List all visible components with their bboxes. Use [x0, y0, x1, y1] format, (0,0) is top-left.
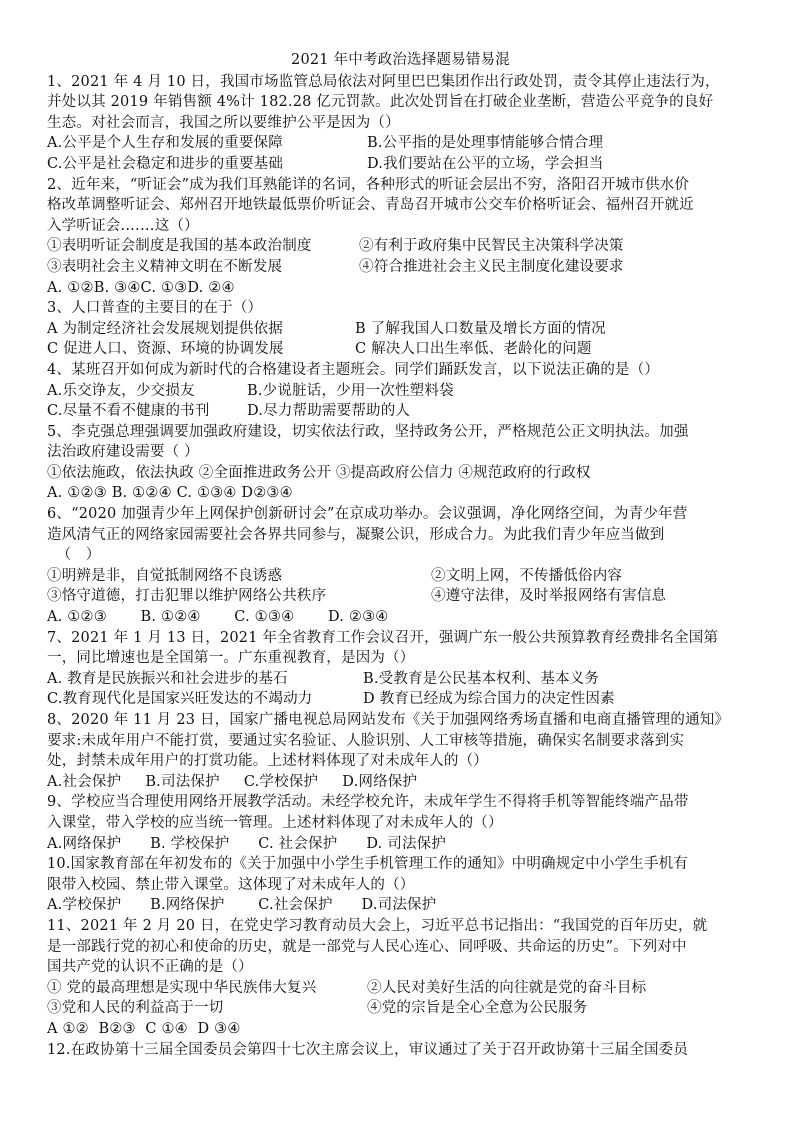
- option-a: A.乐交诤友，少交损友: [47, 382, 195, 399]
- question-stem-line: 入学听证会.……这（）: [47, 217, 199, 234]
- option-b: B.少说脏话，少用一次性塑料袋: [247, 382, 454, 399]
- option-row: [47, 401, 754, 422]
- question-stem-line: （ ）: [47, 547, 101, 564]
- option-row: [47, 133, 754, 154]
- answer-choices: A. ①②B. ③④C. ①③D. ②④: [47, 279, 235, 296]
- answer-choices: A. ①②③ B. ①②④ C. ①③④ D. ②③④: [47, 609, 389, 626]
- option-b: B 了解我国人口数量及增长方面的情况: [355, 320, 606, 337]
- option-b: B.受教育是公民基本权利、基本义务: [363, 670, 600, 687]
- option-row: [47, 689, 754, 710]
- question-3: [47, 298, 754, 360]
- page-title: 2021 年中考政治选择题易错易混: [291, 52, 510, 68]
- question-stem-line: 1、2021 年 4 月 10 日，我国市场监管总局依法对阿里巴巴集团作出行政处罚，责令其停止违法行为，: [47, 73, 720, 90]
- option-d: D.我们要站在公平的立场，学会担当: [367, 155, 604, 172]
- question-8: [47, 710, 754, 792]
- statement-row: [47, 998, 754, 1019]
- option-d: D.尽力帮助需要帮助的人: [247, 403, 411, 420]
- question-6: [47, 504, 754, 628]
- option-row: [47, 154, 754, 175]
- option-a: A.公平是个人生存和发展的重要保障: [47, 135, 283, 152]
- statement-row: [47, 257, 754, 278]
- question-stem-line: 11、2021 年 2 月 20 日，在党史学习教育动员大会上，习近平总书记指出：“我国党的百年历史，就: [47, 917, 708, 934]
- option-c: C.教育现代化是国家兴旺发达的不竭动力: [47, 691, 313, 708]
- statement-1: ① 党的最高理想是实现中华民族伟大复兴: [47, 979, 317, 996]
- question-4: [47, 360, 754, 422]
- question-stem-line: 法治政府建设需要（ ）: [47, 444, 199, 461]
- question-stem-line: 6、“2020 加强青少年上网保护创新研讨会”在京成功举办。会议强调，净化网络空间，为青少年营: [47, 506, 688, 523]
- statement-4: ④遵守法律，及时举报网络有害信息: [431, 588, 667, 605]
- option-d: C 解决人口出生率低、老龄化的问题: [355, 341, 592, 358]
- question-stem-line: 并处以其 2019 年销售额 4%计 182.28 亿元罚款。此次处罚旨在打破企业垄断，营造公平竞争的良好: [47, 94, 714, 111]
- answer-choices: A.网络保护 B. 学校保护 C. 社会保护 D. 司法保护: [47, 835, 447, 852]
- option-c: C.尽量不看不健康的书刊: [47, 403, 210, 420]
- question-10: [47, 854, 754, 916]
- answer-choices: A.学校保护 B.网络保护 C.社会保护 D.司法保护: [47, 897, 437, 914]
- option-c: C 促进人口、资源、环境的协调发展: [47, 341, 284, 358]
- question-9: [47, 792, 754, 854]
- question-7: [47, 628, 754, 710]
- statement-4: ④党的宗旨是全心全意为公民服务: [367, 1000, 588, 1017]
- option-row: [47, 319, 754, 340]
- question-stem-line: 9、学校应当合理使用网络开展教学活动。未经学校允许，未成年学生不得将手机等智能终端产品带: [47, 794, 689, 811]
- question-stem-line: 处，封禁未成年用户的打赏功能。上述材料体现了对未成年人的（）: [47, 753, 488, 770]
- question-stem-line: 10.国家教育部在年初发布的《关于加强中小学生手机管理工作的通知》中明确规定中小学生手机有: [47, 856, 689, 873]
- statement-3: ③恪守道德，打击犯罪以维护网络公共秩序: [47, 588, 327, 605]
- question-stem-line: 12.在政协第十三届全国委员会第四十七次主席会议上，审议通过了关于召开政协第十三届全国委员: [47, 1041, 689, 1058]
- option-row: [47, 339, 754, 360]
- option-row: [47, 381, 754, 402]
- question-stem-line: 8、2020 年 11 月 23 日，国家广播电视总局网站发布《关于加强网络秀场直播和电商直播管理的通知》: [47, 712, 730, 728]
- question-stem-line: 5、李克强总理强调要加强政府建设，切实依法行政，坚持政务公开，严格规范公正文明执法。加强: [47, 423, 689, 440]
- question-11: [47, 916, 754, 1040]
- question-2: [47, 175, 754, 299]
- statement-4: ④符合推进社会主义民主制度化建设要求: [359, 258, 624, 275]
- statement-row: [47, 566, 754, 587]
- question-12: [47, 1040, 754, 1061]
- question-stem-line: 是一部践行党的初心和使命的历史，就是一部党与人民心连心、同呼吸、共命运的历史”。下列对中: [47, 938, 687, 955]
- question-1: [47, 72, 754, 175]
- statement-1: ①明辨是非，自觉抵制网络不良诱惑: [47, 567, 283, 584]
- question-stem-line: 4、某班召开如何成为新时代的合格建设者主题班会。同学们踊跃发言，以下说法正确的是（）: [47, 361, 660, 378]
- statement-row: [47, 236, 754, 257]
- question-stem-line: 入课堂，带入学校的应当统一管理。上述材料体现了对未成年人的（）: [47, 814, 503, 831]
- statement-2: ②有利于政府集中民智民主决策科学决策: [359, 238, 624, 255]
- question-stem-line: 3、人口普查的主要目的在于（）: [47, 300, 263, 317]
- statement-2: ②人民对美好生活的向往就是党的奋斗目标: [367, 979, 647, 996]
- question-5: [47, 422, 754, 504]
- statement-1: ①表明听证会制度是我国的基本政治制度: [47, 238, 312, 255]
- option-d: D 教育已经成为综合国力的决定性因素: [363, 691, 615, 708]
- option-c: C.公平是社会稳定和进步的重要基础: [47, 155, 284, 172]
- answer-choices: A ①② B②③ C ①④ D ③④: [47, 1020, 241, 1037]
- statement-row: [47, 586, 754, 607]
- question-stem-line: 一，同比增速也是全国第一。广东重视教育，是因为（）: [47, 650, 415, 667]
- question-stem-line: 国共产党的认识不正确的是（）: [47, 959, 253, 976]
- question-stem-line: 格改革调整听证会、郑州召开地铁最低票价听证会、青岛召开城市公交车价格听证会、福州召开就近: [47, 197, 694, 214]
- answer-choices: A. ①②③ B. ①②④ C. ①③④ D②③④: [47, 485, 293, 502]
- option-a: A 为制定经济社会发展规划提供依据: [47, 320, 283, 337]
- statement-3: ③党和人民的利益高于一切: [47, 1000, 224, 1017]
- option-row: [47, 669, 754, 690]
- statement-row: [47, 978, 754, 999]
- statement-2: ②文明上网，不传播低俗内容: [431, 567, 623, 584]
- option-b: B.公平指的是处理事情能够合情合理: [367, 135, 604, 152]
- question-stem-line: 造风清气正的网络家园需要社会各界共同参与，凝聚公识，形成合力。为此我们青少年应当做到: [47, 526, 665, 543]
- statement-list: ①依法施政，依法执政 ②全面推进政务公开 ③提高政府公信力 ④规范政府的行政权: [47, 464, 591, 481]
- question-stem-line: 生态。对社会而言，我国之所以要维护公平是因为（）: [47, 114, 400, 131]
- question-stem-line: 限带入校园、禁止带入课堂。这体现了对未成年人的（）: [47, 876, 415, 893]
- question-stem-line: 要求:未成年用户不能打赏，要通过实名验证、人脸识别、人工审核等措施，确保实名制要求落到实: [47, 732, 685, 749]
- statement-3: ③表明社会主义精神文明在不断发展: [47, 258, 283, 275]
- option-a: A. 教育是民族振兴和社会进步的基石: [47, 670, 288, 687]
- answer-choices: A.社会保护 B.司法保护 C.学校保护 D.网络保护: [47, 773, 418, 790]
- question-stem-line: 7、2021 年 1 月 13 日，2021 年全省教育工作会议召开，强调广东一般公共预算教育经费排名全国第: [47, 629, 719, 646]
- question-stem-line: 2、近年来，“听证会”成为我们耳熟能详的名词，各种形式的听证会层出不穷，洛阳召开城市供水价: [47, 176, 690, 193]
